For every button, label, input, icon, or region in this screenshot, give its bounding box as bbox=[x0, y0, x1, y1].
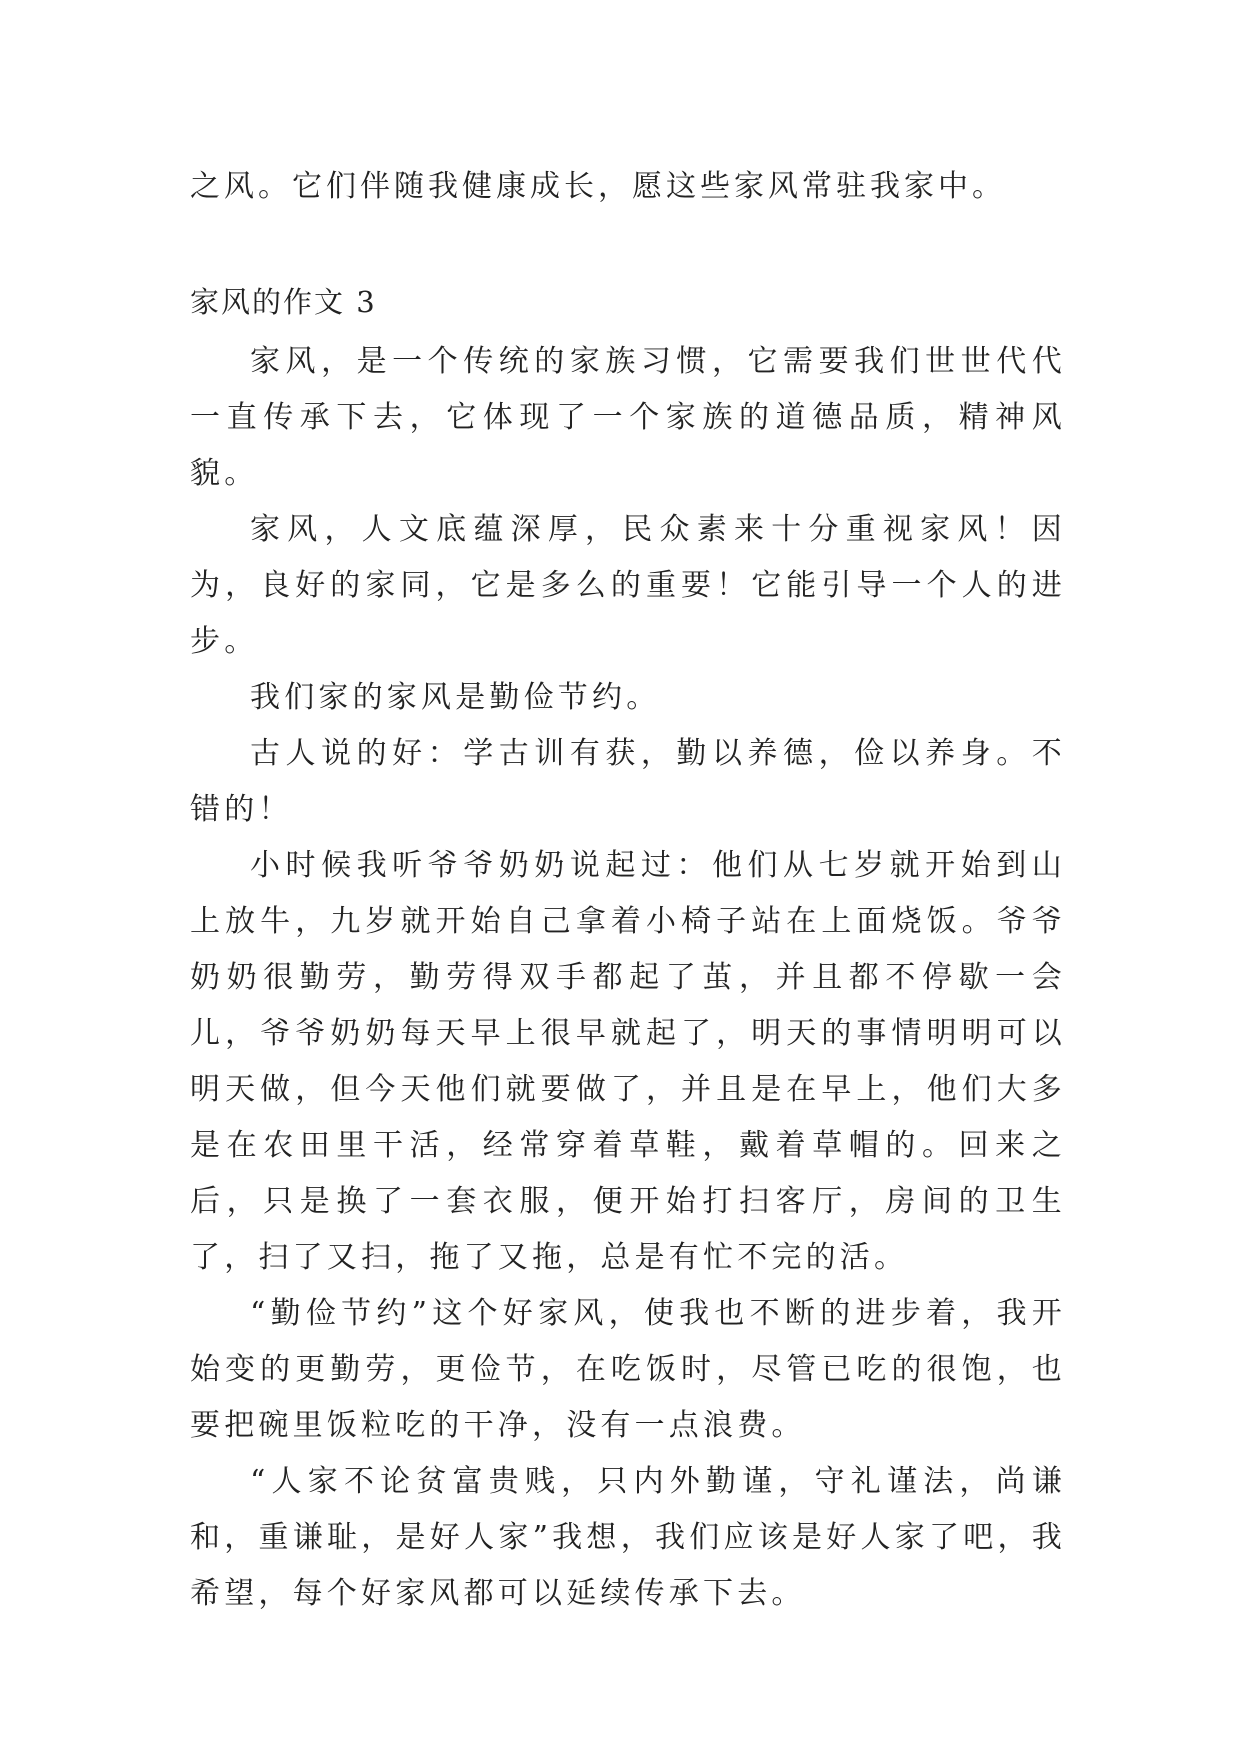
paragraph-2: 家风，人文底蕴深厚，民众素来十分重视家风！因为，良好的家同，它是多么的重要！它能引导一个人的进步。 bbox=[190, 512, 1066, 659]
paragraph-5: 小时候我听爷爷奶奶说起过：他们从七岁就开始到山上放牛，九岁就开始自己拿着小椅子站在上面烧饭。爷爷奶奶很勤劳，勤劳得双手都起了茧，并且都不停歇一会儿，爷爷奶奶每天早上很早就起了，明天的事情明明可以明天做，但今天他们就要做了，并且是在早上，他们大多是在农田里干活，经常穿着草鞋，戴着草帽的。回来之后，只是换了一套衣服，便开始打扫客厅，房间的卫生了，扫了又扫，拖了又拖，总是有忙不完的活。 bbox=[190, 848, 1066, 1275]
paragraph-6: “勤俭节约”这个好家风，使我也不断的进步着，我开始变的更勤劳，更俭节，在吃饭时，尽管已吃的很饱，也要把碗里饭粒吃的干净，没有一点浪费。 bbox=[190, 1296, 1066, 1443]
paragraph-3: 我们家的家风是勤俭节约。 bbox=[250, 680, 661, 715]
carryover-line: 之风。它们伴随我健康成长，愿这些家风常驻我家中。 bbox=[190, 169, 1006, 204]
essay-body bbox=[190, 334, 1066, 1622]
paragraph-1: 家风，是一个传统的家族习惯，它需要我们世世代代一直传承下去，它体现了一个家族的道德品质，精神风貌。 bbox=[190, 344, 1066, 491]
paragraph-4: 古人说的好：学古训有获，勤以养德，俭以养身。不错的！ bbox=[190, 736, 1066, 827]
section-heading: 家风的作文 3 bbox=[190, 285, 377, 319]
paragraph-7: “人家不论贫富贵贱，只内外勤谨，守礼谨法，尚谦和，重谦耻，是好人家”我想，我们应该是好人家了吧，我希望，每个好家风都可以延续传承下去。 bbox=[190, 1464, 1066, 1611]
